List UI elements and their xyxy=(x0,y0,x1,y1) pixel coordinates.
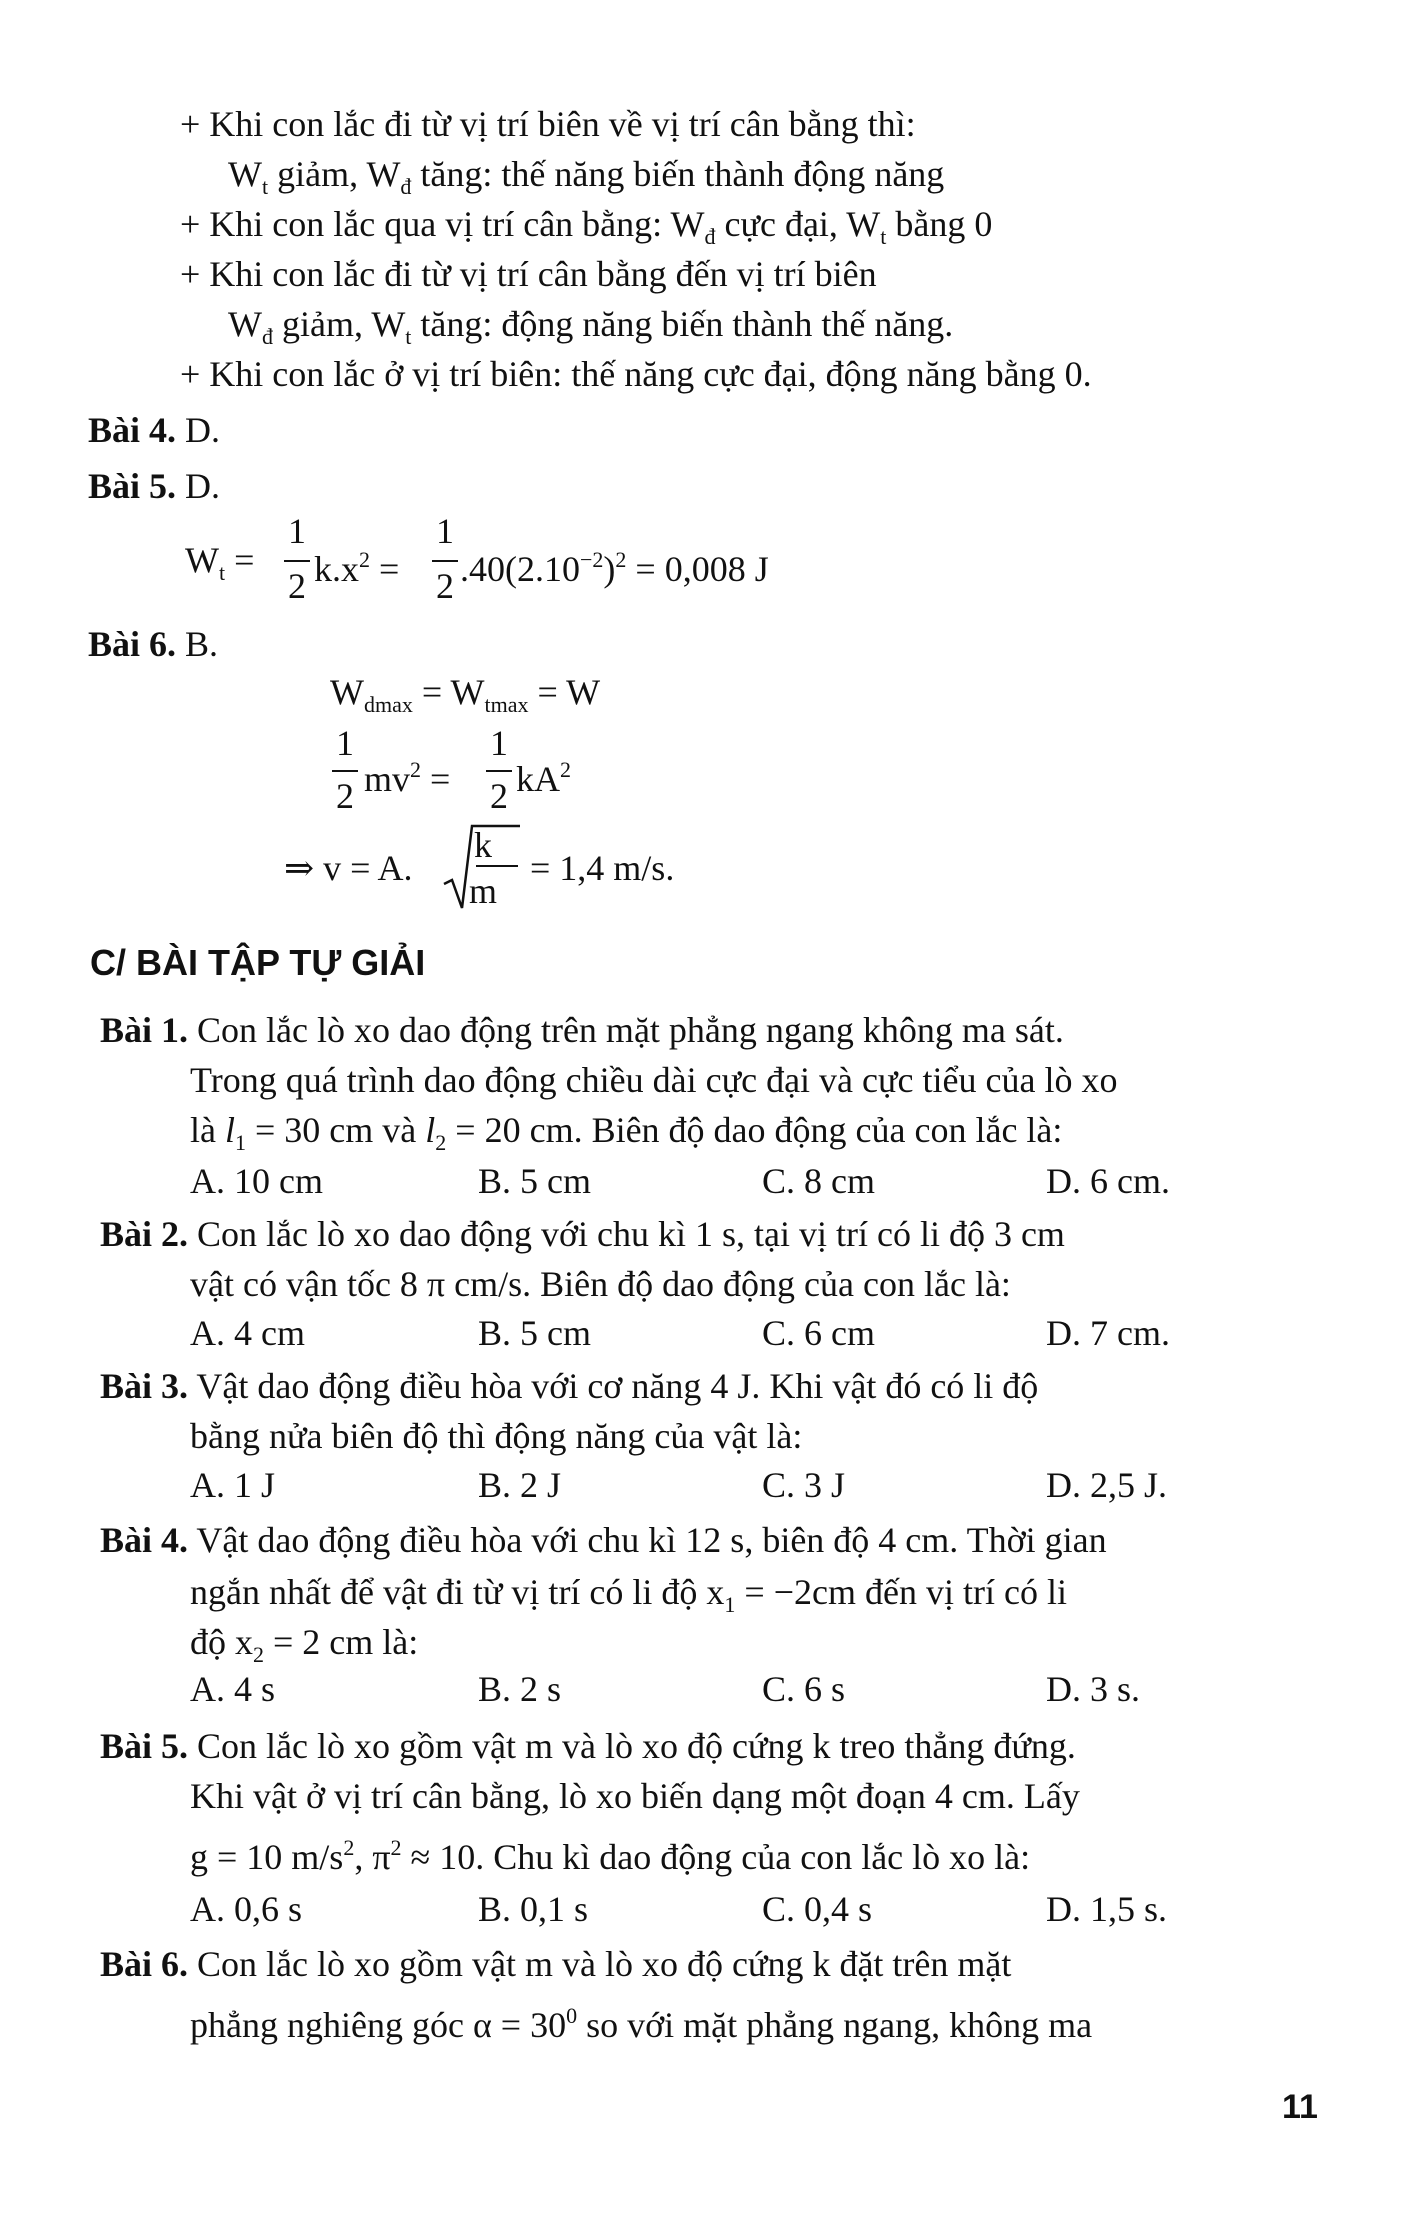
option-b: B. 5 cm xyxy=(478,1313,591,1353)
option-a: A. 10 cm xyxy=(190,1161,323,1201)
option-c: C. 8 cm xyxy=(762,1161,875,1201)
option-c: C. 3 J xyxy=(762,1465,846,1505)
option-b: B. 2 s xyxy=(478,1669,562,1709)
option-c: C. 6 cm xyxy=(762,1313,875,1353)
option-d: D. 7 cm. xyxy=(1046,1313,1170,1353)
option-d: D. 2,5 J. xyxy=(1046,1465,1168,1505)
option-a: A. 1 J xyxy=(190,1465,276,1505)
page-number: 11 xyxy=(1282,2088,1318,2126)
answer-bai-5: Bài 5. D. xyxy=(88,466,221,506)
option-b: B. 2 J xyxy=(478,1465,562,1505)
bullet-2: + Khi con lắc qua vị trí cân bằng: $W_đ$ cực đại, $W_t$ bằng 0 xyxy=(180,204,993,249)
answer-bai-6: Bài 6. B. xyxy=(88,624,219,664)
option-c: C. 0,4 s xyxy=(762,1889,873,1929)
bullet-3-detail: $W_đ$ giảm, $W_t$ tăng: động năng biến thành thế năng. xyxy=(228,304,954,349)
option-a: A. 4 s xyxy=(190,1669,276,1709)
option-b: B. 5 cm xyxy=(478,1161,591,1201)
option-d: D. 1,5 s. xyxy=(1046,1889,1168,1929)
option-d: D. 6 cm. xyxy=(1046,1161,1170,1201)
section-title: C/ BÀI TẬP TỰ GIẢI xyxy=(90,942,426,983)
option-c: C. 6 s xyxy=(762,1669,846,1709)
bullet-1-detail: $W_t$ giảm, $W_đ$ tăng: thế năng biến thành động năng xyxy=(228,154,945,199)
bullet-1: + Khi con lắc đi từ vị trí biên về vị trí cân bằng thì: xyxy=(180,104,916,144)
option-a: A. 0,6 s xyxy=(190,1889,303,1929)
option-b: B. 0,1 s xyxy=(478,1889,589,1929)
option-a: A. 4 cm xyxy=(190,1313,305,1353)
bullet-3: + Khi con lắc đi từ vị trí cân bằng đến vị trí biên xyxy=(180,254,877,294)
answer-bai-4: Bài 4. D. xyxy=(88,410,221,450)
option-d: D. 3 s. xyxy=(1046,1669,1141,1709)
bullet-4: + Khi con lắc ở vị trí biên: thế năng cực đại, động năng bằng 0. xyxy=(180,354,1092,394)
